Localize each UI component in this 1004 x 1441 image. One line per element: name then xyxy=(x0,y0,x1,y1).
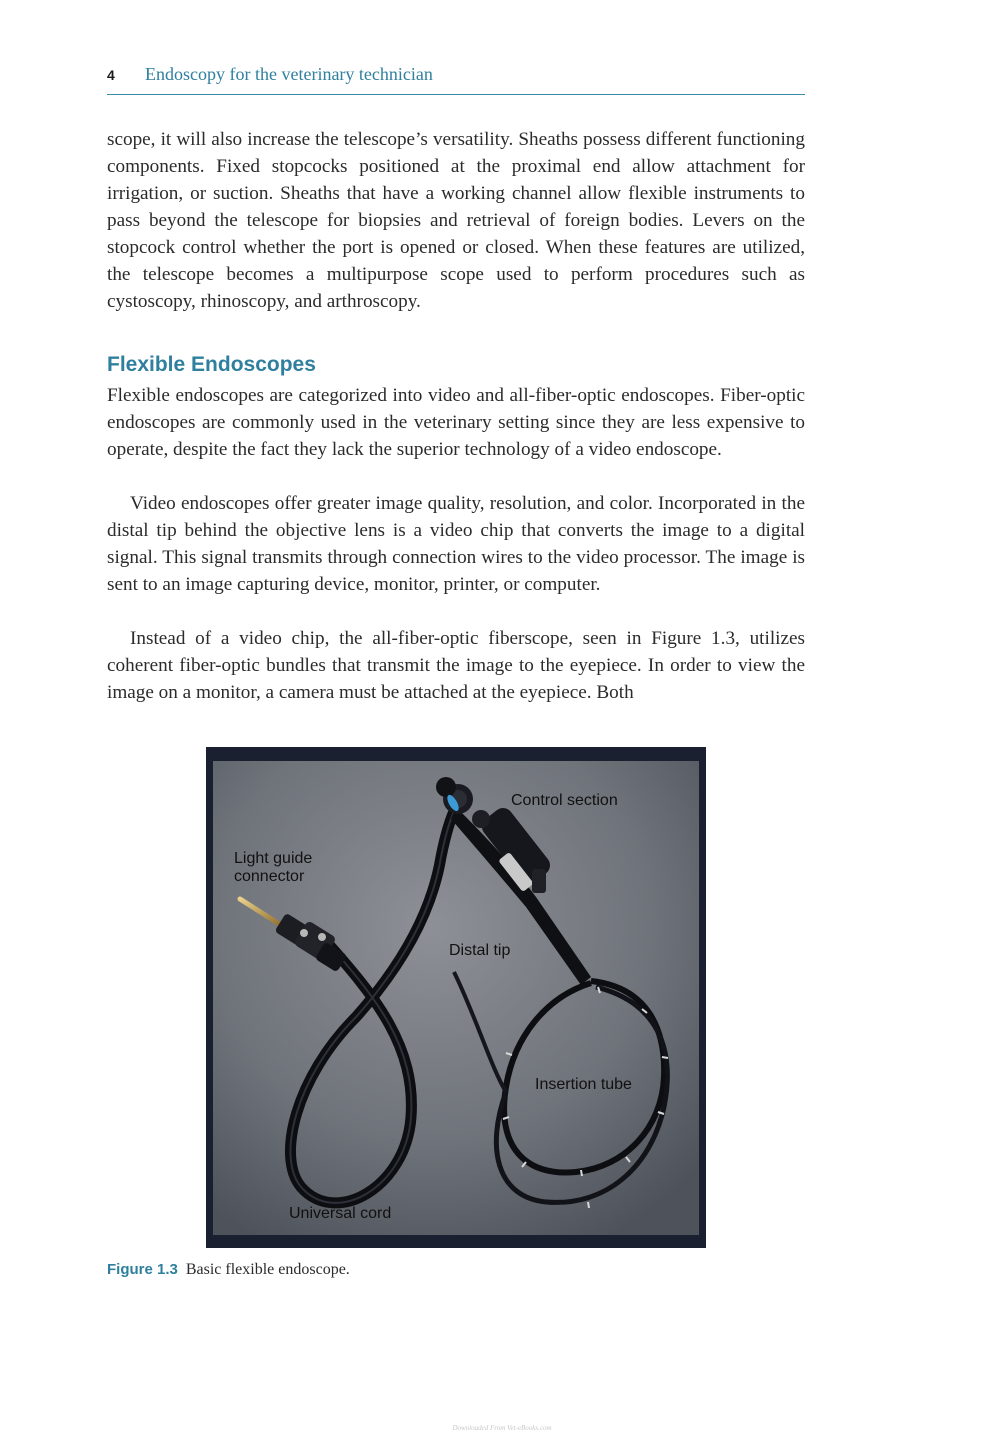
label-universal-cord: Universal cord xyxy=(289,1205,392,1222)
running-head xyxy=(107,64,805,95)
running-title: Endoscopy for the veterinary technician xyxy=(145,64,433,84)
paragraph-video-endoscopes: Video endoscopes offer greater image quality, resolution, and color. Incorporated in the distal tip behind the objective lens is a video chip that converts the image to a digital signal. This signal transmits through connection wires to the video processor. The image is sent to an image capturing device, monitor, printer, or computer. xyxy=(107,493,805,595)
label-control-section: Control section xyxy=(511,792,618,809)
page-number: 4 xyxy=(107,67,115,83)
endoscope-photo xyxy=(206,747,706,1248)
label-light-guide-2: connector xyxy=(234,868,305,885)
figure-caption-label: Figure 1.3 xyxy=(107,1261,178,1278)
paragraph-flexible-intro: Flexible endoscopes are categorized into video and all-fiber-optic endoscopes. Fiber-optic endoscopes are commonly used in the veterinary setting since they are less expensive to operate, despite the fact they lack the superior technology of a video endoscope. xyxy=(107,385,805,460)
paragraph-fiberscope: Instead of a video chip, the all-fiber-optic fiberscope, seen in Figure 1.3, utilizes coherent fiber-optic bundles that transmit the image to the eyepiece. In order to view the image on a monitor, a camera must be attached at the eyepiece. Both xyxy=(107,628,805,703)
label-light-guide-1: Light guide xyxy=(234,850,313,867)
watermark: Downloaded From Vet-eBooks.com xyxy=(452,1424,552,1432)
endoscope-figure xyxy=(206,747,706,1248)
section-heading: Flexible Endoscopes xyxy=(107,353,316,376)
label-insertion-tube: Insertion tube xyxy=(535,1076,632,1093)
figure-caption xyxy=(107,1261,350,1279)
figure-caption-text: Basic flexible endoscope. xyxy=(185,1261,350,1278)
paragraph-sheaths: scope, it will also increase the telescope’s versatility. Sheaths possess different functioning components. Fixed stopcocks positioned at the proximal end allow attachment for irrigation, or suction. Sheaths that have a working channel allow flexible instruments to pass beyond the telescope for biopsies and retrieval of foreign bodies. Levers on the stopcock control whether the port is opened or closed. When these features are utilized, the telescope becomes a multipurpose scope used to perform procedures such as cystoscopy, rhinoscopy, and arthroscopy. xyxy=(107,129,805,312)
label-distal-tip: Distal tip xyxy=(449,942,511,959)
